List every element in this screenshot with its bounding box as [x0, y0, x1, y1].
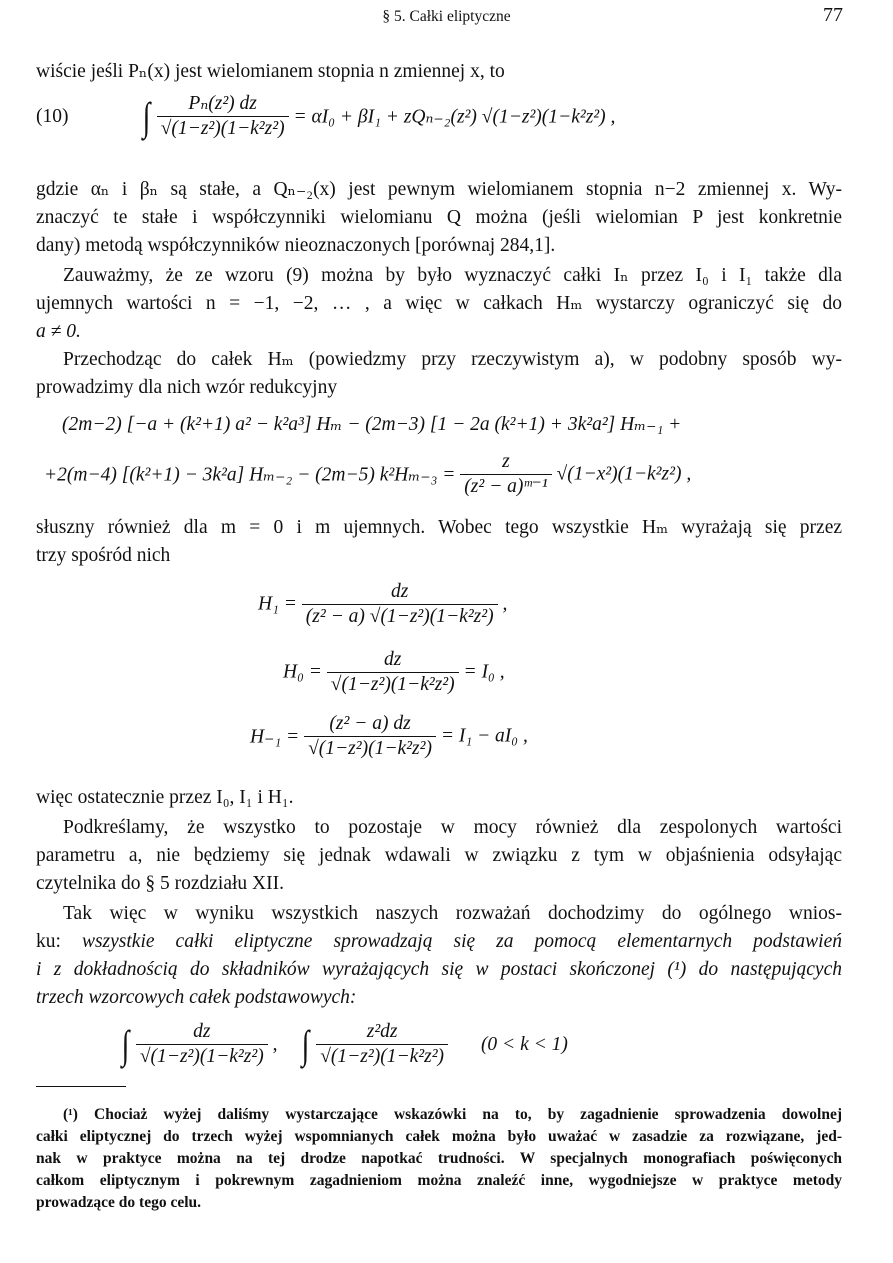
paragraph-line: Przechodząc do całek Hₘ (powiedzmy przy rzeczywistym a), w podobny sposób wy-	[63, 349, 842, 370]
integral-sign-icon: ∫	[142, 94, 151, 139]
paragraph-line: trzech wzorcowych całek podstawowych:	[36, 987, 357, 1008]
footnote-line: całkom eliptycznym i pokrewnym zagadnieniom można znaleźć inne, wygodniejsze w praktyce metody	[36, 1172, 842, 1189]
equation-rhs: = αI₀ + βI₁ + zQₙ₋₂(z²) √(1−z²)(1−k²z²) ,	[293, 106, 616, 128]
paragraph-line: wiście jeśli Pₙ(x) jest wielomianem stopnia n zmiennej x, to	[36, 61, 505, 82]
paragraph-line: a ≠ 0.	[36, 321, 81, 342]
paragraph-line: gdzie αₙ i βₙ są stałe, a Qₙ₋₂(x) jest pewnym wielomianem stopnia n−2 zmiennej x. Wy-	[36, 179, 842, 200]
paragraph-line: Tak więc w wyniku wszystkich naszych rozważań dochodzimy do ogólnego wnios-	[63, 903, 842, 924]
paragraph-line: ku: wszystkie całki eliptyczne sprowadzają się za pomocą elementarnych podstawień	[36, 931, 842, 952]
equation-label: (10)	[36, 105, 69, 127]
paragraph-line: czytelnika do § 5 rozdziału XII.	[36, 873, 284, 894]
fraction: $\frac{\text{(z² − a) dz}}{\text{√(1−z²)(1−k²z²)}}$	[304, 712, 436, 761]
basic-integrals: ∫ $\frac{dz}{\text{√(1−z²)(1−k²z²)}}$ , ∫ $\frac{\text{z²dz}}{\text{√(1−z²)(1−k²z²)}}$ (0 < k < 1)	[121, 1021, 568, 1067]
footnote-line: całki eliptycznej do trzech wyżej wspomnianych całek można było uważać w zasadzie za rozwiązane, jed-	[36, 1128, 842, 1145]
paragraph-line: ujemnych wartości n = −1, −2, … , a więc w całkach Hₘ wystarczy ograniczyć się do	[36, 293, 842, 314]
fraction: $\frac{\text{Pₙ(z²) dz}}{\text{√(1−z²)(1−k²z²)}}$	[157, 92, 289, 141]
footnote-line: prowadzące do tego celu.	[36, 1194, 202, 1211]
footnote-line: nak w praktyce można na tej drodze napotkać trudności. W specjalnych monografiach poświęconych	[36, 1150, 842, 1167]
paragraph-line: trzy spośród nich	[36, 545, 171, 566]
page-number: 77	[823, 4, 843, 26]
paragraph-line: więc ostatecznie przez I₀, I₁ i H₁.	[36, 787, 294, 808]
fraction: $\frac{\text{z²dz}}{\text{√(1−z²)(1−k²z²)}}$	[316, 1020, 448, 1069]
fraction: $\frac{z}{\text{(z² − a)ᵐ⁻¹}}$	[460, 450, 551, 499]
footnote-line: (¹) Chociaż wyżej daliśmy wystarczające wskazówki na to, by zagadnienie sprowadzenia dowolnej	[63, 1106, 842, 1123]
paragraph-line: Zauważmy, że ze wzoru (9) można by było wyznaczyć całki Iₙ przez I₀ i I₁ także dla	[63, 265, 842, 286]
reduction-formula-line-2: +2(m−4) [(k²+1) − 3k²a] Hₘ₋₂ − (2m−5) k²Hₘ₋₃ = $\frac{z}{\text{(z² − a)ᵐ⁻¹}}$ √(1−x²)(1−k²z²) ,	[44, 451, 692, 497]
paragraph-line: i z dokładnością do składników wyrażających się w postaci skończonej (¹) do następujących	[36, 959, 842, 980]
paragraph-line: parametru a, nie będziemy się jednak wdawali w związku z tym w objaśnienia odsyłając	[36, 845, 842, 866]
running-header: § 5. Całki eliptyczne	[382, 8, 511, 25]
fraction: $\frac{dz}{\text{(z² − a) √(1−z²)(1−k²z²)}}$	[302, 580, 498, 629]
fraction: $\frac{dz}{\text{√(1−z²)(1−k²z²)}}$	[136, 1020, 268, 1069]
equation-10	[36, 92, 615, 141]
paragraph-line: prowadzimy dla nich wzór redukcyjny	[36, 377, 338, 398]
integral-sign-icon: ∫	[121, 1022, 130, 1067]
condition: (0 < k < 1)	[480, 1033, 568, 1055]
fraction: $\frac{dz}{\text{√(1−z²)(1−k²z²)}}$	[327, 648, 459, 697]
integral-sign-icon: ∫	[301, 1022, 310, 1067]
formula-h-minus-1: H₋₁ = $\frac{\text{(z² − a) dz}}{\text{√(1−z²)(1−k²z²)}}$ = I₁ − aI₀ ,	[250, 713, 528, 759]
footnote-divider	[36, 1086, 126, 1087]
emphasis-text: wszystkie całki eliptyczne sprowadzają się za pomocą elementarnych podstawień	[81, 931, 842, 952]
paragraph-line: słuszny również dla m = 0 i m ujemnych. Wobec tego wszystkie Hₘ wyrażają się przez	[36, 517, 842, 538]
paragraph-line: znaczyć te stałe i współczynniki wielomianu Q można (jeśli wielomian P jest konkretnie	[36, 207, 842, 228]
paragraph-line: dany) metodą współczynników nieoznaczonych [porównaj 284,1].	[36, 235, 556, 256]
reduction-formula-line-1: (2m−2) [−a + (k²+1) a² − k²a³] Hₘ − (2m−3) [1 − 2a (k²+1) + 3k²a²] Hₘ₋₁ +	[62, 414, 682, 435]
formula-h1: H₁ = $\frac{dz}{\text{(z² − a) √(1−z²)(1−k²z²)}}$ ,	[258, 581, 508, 627]
paragraph-line: Podkreślamy, że wszystko to pozostaje w mocy również dla zespolonych wartości	[63, 817, 842, 838]
formula-h0: H₀ = $\frac{dz}{\text{√(1−z²)(1−k²z²)}}$ = I₀ ,	[283, 649, 505, 695]
